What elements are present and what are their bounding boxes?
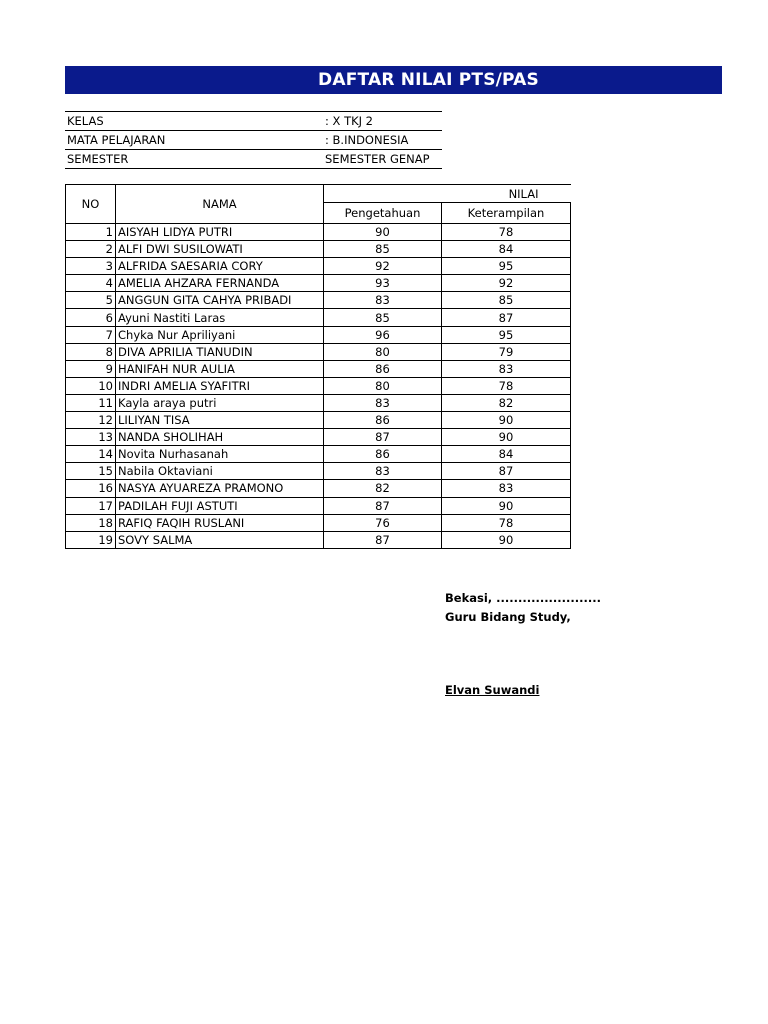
row-name: LILIYAN TISA <box>116 412 324 429</box>
row-pengetahuan: 87 <box>324 497 442 514</box>
row-pengetahuan: 86 <box>324 360 442 377</box>
row-keterampilan: 90 <box>442 497 571 514</box>
table-row <box>66 326 571 343</box>
row-name: Nabila Oktaviani <box>116 463 324 480</box>
info-value: : B.INDONESIA <box>323 131 442 150</box>
table-row <box>66 412 571 429</box>
row-keterampilan: 78 <box>442 224 571 241</box>
row-no: 2 <box>66 241 116 258</box>
info-row <box>65 112 442 131</box>
page-title: DAFTAR NILAI PTS/PAS <box>318 70 539 90</box>
row-keterampilan: 78 <box>442 514 571 531</box>
row-pengetahuan: 83 <box>324 292 442 309</box>
table-row <box>66 463 571 480</box>
row-name: AMELIA AHZARA FERNANDA <box>116 275 324 292</box>
row-name: INDRI AMELIA SYAFITRI <box>116 377 324 394</box>
row-name: RAFIQ FAQIH RUSLANI <box>116 514 324 531</box>
row-name: DIVA APRILIA TIANUDIN <box>116 343 324 360</box>
row-name: PADILAH FUJI ASTUTI <box>116 497 324 514</box>
header-no: NO <box>66 185 116 224</box>
table-row <box>66 514 571 531</box>
row-no: 14 <box>66 446 116 463</box>
row-name: HANIFAH NUR AULIA <box>116 360 324 377</box>
row-pengetahuan: 90 <box>324 224 442 241</box>
table-row <box>66 480 571 497</box>
signature-role: Guru Bidang Study, <box>445 610 571 624</box>
row-pengetahuan: 96 <box>324 326 442 343</box>
row-pengetahuan: 85 <box>324 309 442 326</box>
header-nilai: NILAI <box>324 185 571 203</box>
table-row <box>66 292 571 309</box>
info-row <box>65 131 442 150</box>
row-pengetahuan: 80 <box>324 343 442 360</box>
row-name: Chyka Nur Apriliyani <box>116 326 324 343</box>
row-no: 1 <box>66 224 116 241</box>
row-pengetahuan: 86 <box>324 412 442 429</box>
row-pengetahuan: 85 <box>324 241 442 258</box>
row-pengetahuan: 82 <box>324 480 442 497</box>
table-row <box>66 377 571 394</box>
row-keterampilan: 90 <box>442 429 571 446</box>
row-no: 6 <box>66 309 116 326</box>
row-pengetahuan: 83 <box>324 394 442 411</box>
row-keterampilan: 92 <box>442 275 571 292</box>
row-no: 11 <box>66 394 116 411</box>
row-no: 19 <box>66 531 116 548</box>
info-label: MATA PELAJARAN <box>65 131 323 150</box>
row-keterampilan: 82 <box>442 394 571 411</box>
row-keterampilan: 84 <box>442 241 571 258</box>
table-row <box>66 343 571 360</box>
row-pengetahuan: 76 <box>324 514 442 531</box>
row-no: 7 <box>66 326 116 343</box>
row-keterampilan: 85 <box>442 292 571 309</box>
info-label: SEMESTER <box>65 150 323 169</box>
row-pengetahuan: 87 <box>324 429 442 446</box>
row-name: ALFI DWI SUSILOWATI <box>116 241 324 258</box>
row-keterampilan: 83 <box>442 480 571 497</box>
row-no: 13 <box>66 429 116 446</box>
row-keterampilan: 83 <box>442 360 571 377</box>
row-keterampilan: 90 <box>442 412 571 429</box>
header-name: NAMA <box>116 185 324 224</box>
row-name: NANDA SHOLIHAH <box>116 429 324 446</box>
table-row <box>66 309 571 326</box>
row-keterampilan: 95 <box>442 258 571 275</box>
row-no: 16 <box>66 480 116 497</box>
row-no: 18 <box>66 514 116 531</box>
row-no: 15 <box>66 463 116 480</box>
grade-rows <box>66 224 571 549</box>
table-row <box>66 446 571 463</box>
row-name: Ayuni Nastiti Laras <box>116 309 324 326</box>
row-keterampilan: 78 <box>442 377 571 394</box>
row-keterampilan: 87 <box>442 309 571 326</box>
table-row <box>66 360 571 377</box>
row-name: NASYA AYUAREZA PRAMONO <box>116 480 324 497</box>
row-name: AISYAH LIDYA PUTRI <box>116 224 324 241</box>
row-keterampilan: 84 <box>442 446 571 463</box>
info-table <box>65 111 442 169</box>
row-name: SOVY SALMA <box>116 531 324 548</box>
table-row <box>66 497 571 514</box>
row-pengetahuan: 80 <box>324 377 442 394</box>
row-keterampilan: 90 <box>442 531 571 548</box>
row-no: 10 <box>66 377 116 394</box>
table-row <box>66 531 571 548</box>
signature-place: Bekasi, ........................ <box>445 591 601 605</box>
row-pengetahuan: 93 <box>324 275 442 292</box>
row-no: 17 <box>66 497 116 514</box>
row-no: 3 <box>66 258 116 275</box>
row-name: ANGGUN GITA CAHYA PRIBADI <box>116 292 324 309</box>
row-keterampilan: 95 <box>442 326 571 343</box>
row-pengetahuan: 92 <box>324 258 442 275</box>
info-value: SEMESTER GENAP <box>323 150 442 169</box>
row-keterampilan: 87 <box>442 463 571 480</box>
row-pengetahuan: 86 <box>324 446 442 463</box>
row-pengetahuan: 83 <box>324 463 442 480</box>
row-name: Novita Nurhasanah <box>116 446 324 463</box>
title-bar <box>65 66 722 94</box>
info-value: : X TKJ 2 <box>323 112 442 131</box>
row-no: 12 <box>66 412 116 429</box>
row-no: 8 <box>66 343 116 360</box>
info-row <box>65 150 442 169</box>
table-row <box>66 394 571 411</box>
signature-name: Elvan Suwandi <box>445 683 540 697</box>
row-no: 5 <box>66 292 116 309</box>
row-keterampilan: 79 <box>442 343 571 360</box>
row-name: ALFRIDA SAESARIA CORY <box>116 258 324 275</box>
table-row <box>66 258 571 275</box>
table-row <box>66 241 571 258</box>
table-row <box>66 429 571 446</box>
header-pengetahuan: Pengetahuan <box>324 203 442 224</box>
info-label: KELAS <box>65 112 323 131</box>
table-row <box>66 224 571 241</box>
grades-table <box>65 184 571 549</box>
table-row <box>66 275 571 292</box>
header-keterampilan: Keterampilan <box>442 203 571 224</box>
row-name: Kayla araya putri <box>116 394 324 411</box>
row-no: 9 <box>66 360 116 377</box>
row-pengetahuan: 87 <box>324 531 442 548</box>
row-no: 4 <box>66 275 116 292</box>
